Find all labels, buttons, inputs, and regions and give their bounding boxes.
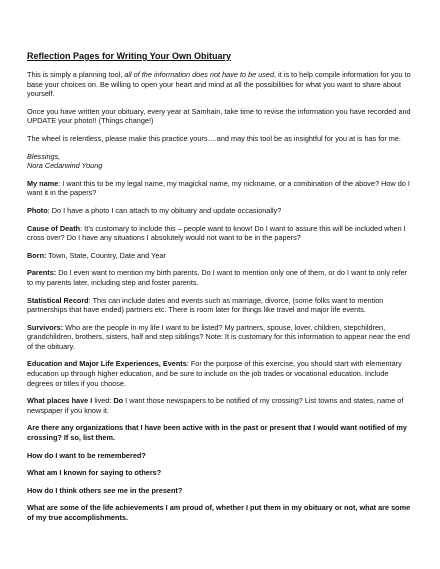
section-places [27,396,415,415]
question-others-see: How do I think others see me in the present? [27,485,183,495]
section-text: : I want this to be my legal name, my magickal name, my nickname, or a combination of the above? How do I want it in the papers? [27,178,410,198]
places-label-2: Do [113,396,124,406]
question-known-for: What am I known for saying to others? [27,468,162,478]
section-text: Do I even want to mention my birth parents. Do I want to mention only one of them, or do I want to only refer to my parents later, including step and foster parents. [27,268,408,287]
page-title: Reflection Pages for Writing Your Own Obituary [27,51,232,61]
intro-text-1: This is simply a planning tool, [27,70,125,79]
revision-paragraph: Once you have written your obituary, every year at Samhain, take time to revise the information you have recorded and UPDATE your photo!! (Things change!) [27,106,411,126]
section-education [27,359,415,388]
section-statistical-record [27,296,415,315]
section-cause-of-death [27,224,415,243]
section-label: Survivors: [27,322,64,332]
section-text: : Do I have a photo I can attach to my obituary and update occasionally? [47,205,282,215]
question-remembered: How do I want to be remembered? [27,450,146,460]
question-achievements: What are some of the life achievements I am proud of, whether I put them in my obituary or not, what are some of my true accomplishments. [27,503,411,522]
intro-text-2: , it is to help compile information for you to base your choices on. Be willing to open your heart and mind at all the possibilities for what you want to share about yourself. [27,70,411,99]
section-born [27,251,415,261]
section-label: Born: [27,250,47,260]
section-text: : It’s customary to include this – people want to know! Do I want to assure this will be included when I cross over? Do I have any situations I absolutely would not want to be in the papers? [27,223,406,243]
section-label: Cause of Death [27,223,81,233]
question-organizations: Are there any organizations that I have been active with in the past or present that I would want notified of my crossing? If so, list them. [27,423,407,443]
section-label: Education and Major Life Experiences, Events [27,359,187,369]
places-label-1: What places have I [27,396,93,406]
section-parents [27,268,415,287]
section-my-name [27,179,415,198]
section-label: Statistical Record [27,295,89,305]
section-text: : This can include dates and events such as marriage, divorce, (some folks want to mention partnerships that have ended) partners etc. There is room later for things like travel and major life events. [27,295,384,315]
section-label: Parents: [27,268,57,278]
signature [27,152,415,171]
section-text: Who are the people in my life I want to be listed? My partners, spouse, lover, children, stepchildren, grandchildren, brothers, sisters, half and step siblings? Note: It is customary for this information to appear near the end of the obituary. [27,322,410,351]
document-body [27,51,415,531]
section-text: Town, State, Country, Date and Year [46,250,166,260]
section-text: : For the purpose of this exercise, you should start with elementary education up through higher education, and be sure to include on the job trades or vocational education. Include degrees or titles if you choose. [27,359,402,388]
section-label: Photo [27,205,48,215]
places-mid: lived: [92,396,114,406]
signature-blessings: Blessings, [27,151,61,161]
places-text: I want those newspapers to be notified of my crossing? List towns and states, name of newspaper if you know it. [27,396,404,415]
intro-paragraph [27,70,415,99]
section-photo [27,206,415,216]
wheel-paragraph: The wheel is relentless, please make this practice yours….and may this tool be as insightful for you at is has for me. [27,133,401,143]
section-survivors [27,323,415,352]
signature-name: Nora Cedarwind Young [27,161,103,171]
intro-italic-text: all of the information does not have to be used [124,70,275,79]
section-label: My name [27,178,59,188]
